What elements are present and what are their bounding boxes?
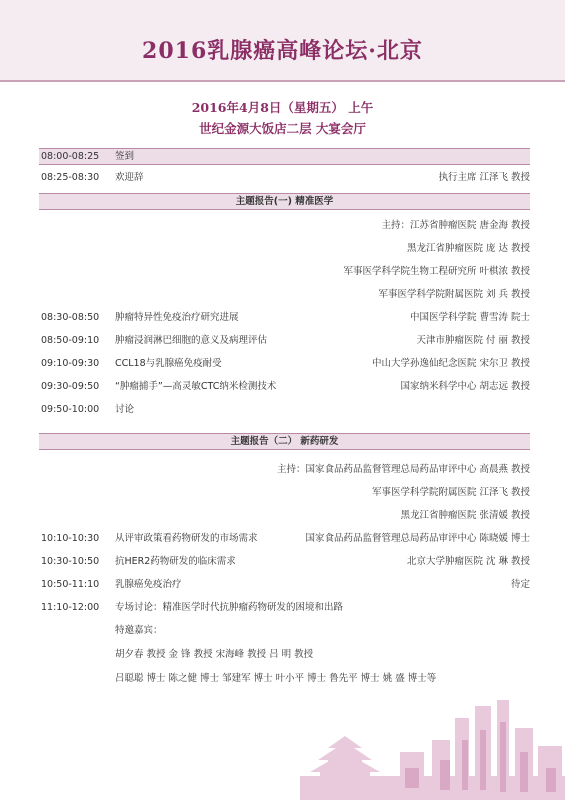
schedule-row-registration xyxy=(39,148,530,165)
chair-name: 黑龙江省肿瘤医院 庞 达 教授 xyxy=(406,243,530,254)
talk-row xyxy=(39,553,530,570)
chair-row xyxy=(39,217,530,234)
session-time: 08:50-09:10 xyxy=(41,335,100,346)
session-speaker: 待定 xyxy=(510,579,530,590)
session-time: 09:30-09:50 xyxy=(41,381,100,392)
session-time: 09:10-09:30 xyxy=(41,358,100,369)
session-time: 08:25-08:30 xyxy=(41,172,100,183)
chair-name: 主持：国家食品药品监督管理总局药品审评中心 高晨燕 教授 xyxy=(276,464,530,475)
session-topic: 抗HER2药物研发的临床需求 xyxy=(115,556,236,567)
talk-row xyxy=(39,309,530,326)
chair-name: 黑龙江省肿瘤医院 张清媛 教授 xyxy=(400,510,530,521)
session-topic: 乳腺癌免疫治疗 xyxy=(115,579,182,590)
chair-row xyxy=(39,461,530,478)
session-time: 11:10-12:00 xyxy=(41,602,100,613)
chair-row xyxy=(39,286,530,303)
chair-name: 主持：江苏省肿瘤医院 唐金海 教授 xyxy=(381,220,530,231)
session-time: 08:30-08:50 xyxy=(41,312,100,323)
session-speaker: 执行主席 江泽飞 教授 xyxy=(438,172,530,183)
session-topic: 讨论 xyxy=(115,404,135,415)
session-topic: 肿瘤特异性免疫治疗研究进展 xyxy=(115,312,239,323)
talk-row xyxy=(39,599,530,616)
schedule-row-welcome xyxy=(39,169,530,186)
venue-line: 世纪金源大饭店二层 大宴会厅 xyxy=(199,121,366,136)
section-header-new-drug-development: 主题报告（二） 新药研发 xyxy=(39,433,530,450)
session-time: 10:30-10:50 xyxy=(41,556,100,567)
talk-row xyxy=(39,401,530,418)
session-speaker: 北京大学肿瘤医院 沈 琳 教授 xyxy=(406,556,530,567)
page-title: 2016乳腺癌高峰论坛·北京 xyxy=(142,38,423,64)
session-topic: 欢迎辞 xyxy=(115,172,144,183)
chair-name: 军事医学科学院生物工程研究所 叶棋浓 教授 xyxy=(343,266,530,277)
chair-row xyxy=(39,263,530,280)
chair-row xyxy=(39,484,530,501)
date-line: 2016年4月8日（星期五） 上午 xyxy=(191,100,374,115)
talk-row xyxy=(39,378,530,395)
chair-row xyxy=(39,507,530,524)
session-topic: “肿瘤捕手”—高灵敏CTC纳米检测技术 xyxy=(115,381,277,392)
session-time: 10:50-11:10 xyxy=(41,579,100,590)
session-speaker: 国家食品药品监督管理总局药品审评中心 陈晓媛 博士 xyxy=(305,533,530,544)
session-speaker: 国家纳米科学中心 胡志远 教授 xyxy=(400,381,530,392)
chair-name: 军事医学科学院附属医院 江泽飞 教授 xyxy=(371,487,530,498)
session-topic: CCL18与乳腺癌免疫耐受 xyxy=(115,358,222,369)
talk-row xyxy=(39,332,530,349)
section-header-precision-medicine: 主题报告(一) 精准医学 xyxy=(39,193,530,210)
session-topic: 专场讨论：精准医学时代抗肿瘤药物研发的困境和出路 xyxy=(115,602,344,613)
guests-line: 吕聪聪 博士 陈之健 博士 邹建军 博士 叶小平 博士 鲁先平 博士 姚 盛 博士等 xyxy=(115,673,437,684)
session-topic: 肿瘤浸润淋巴细胞的意义及病理评估 xyxy=(115,335,268,346)
session-topic: 从评审政策看药物研发的市场需求 xyxy=(115,533,258,544)
session-speaker: 中山大学孙逸仙纪念医院 宋尔卫 教授 xyxy=(371,358,530,369)
session-time: 10:10-10:30 xyxy=(41,533,100,544)
chair-row xyxy=(39,240,530,257)
guests-label: 特邀嘉宾： xyxy=(115,625,163,636)
chair-name: 军事医学科学院附属医院 刘 兵 教授 xyxy=(378,289,530,300)
session-speaker: 天津市肿瘤医院 付 丽 教授 xyxy=(416,335,530,346)
session-topic: 签到 xyxy=(115,151,135,162)
talk-row xyxy=(39,355,530,372)
talk-row xyxy=(39,576,530,593)
guests-line: 胡夕春 教授 金 锋 教授 宋海峰 教授 吕 明 教授 xyxy=(115,649,314,660)
talk-row xyxy=(39,530,530,547)
session-speaker: 中国医学科学院 曹雪涛 院士 xyxy=(409,312,530,323)
session-time: 09:50-10:00 xyxy=(41,404,100,415)
session-time: 08:00-08:25 xyxy=(41,151,100,162)
